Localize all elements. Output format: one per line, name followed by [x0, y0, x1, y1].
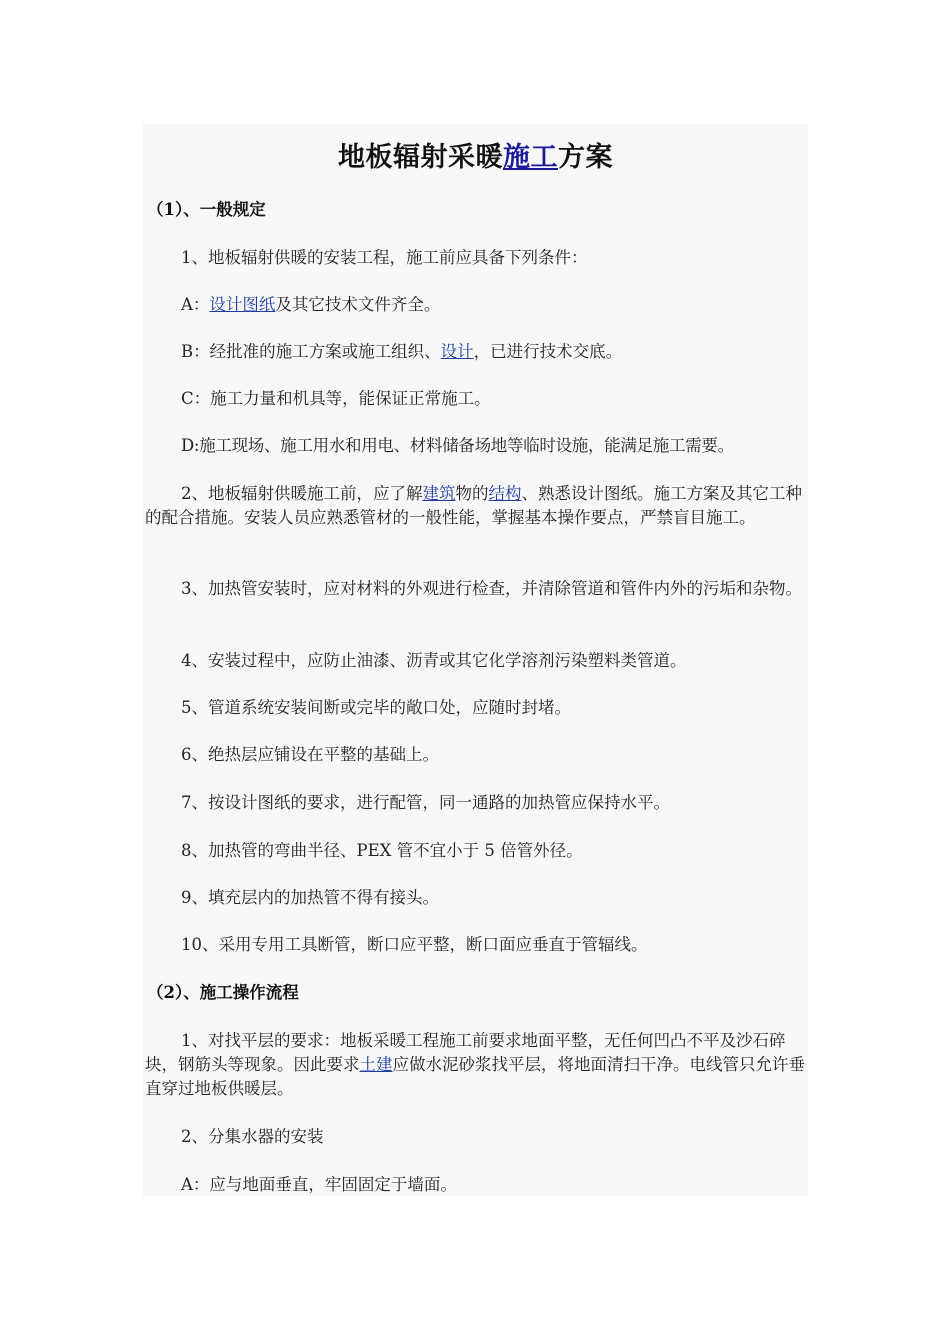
paragraph-procedure-1: 1、对找平层的要求：地板采暖工程施工前要求地面平整，无任何凹凸不平及沙石碎块，钢筋头等现象。因此要求土建应做水泥砂浆找平层，将地面清扫干净。电线管只允许垂直穿过地板供暖层。 [145, 1031, 805, 1098]
paragraph-procedure-2: 2、分集水器的安装 [181, 1127, 324, 1146]
link-building[interactable]: 建筑 [422, 484, 456, 503]
paragraph-2: 2、地板辐射供暖施工前，应了解建筑物的结构、熟悉设计图纸。施工方案及其它工种的配合措施。安装人员应熟悉管材的一般性能，掌握基本操作要点，严禁盲目施工。 [145, 484, 802, 527]
title-link-construction[interactable]: 施工 [503, 142, 558, 173]
paragraph-1: 1、地板辐射供暖的安装工程，施工前应具备下列条件： [181, 248, 588, 267]
paragraph-b: B：经批准的施工方案或施工组织、设计，已进行技术交底。 [181, 342, 623, 361]
section-heading-general: （1）、一般规定 [147, 200, 266, 219]
paragraph-c: C：施工力量和机具等，能保证正常施工。 [181, 389, 491, 408]
link-design-drawings[interactable]: 设计图纸 [209, 295, 276, 314]
paragraph-d: D:施工现场、施工用水和用电、材料储备场地等临时设施，能满足施工需要。 [181, 436, 734, 455]
paragraph-procedure-a: A：应与地面垂直，牢固固定于墙面。 [181, 1175, 457, 1194]
link-design[interactable]: 设计 [440, 342, 474, 361]
section-heading-procedure: （2）、施工操作流程 [147, 983, 299, 1002]
document-panel [143, 124, 808, 1196]
paragraph-4: 4、安装过程中，应防止油漆、沥青或其它化学溶剂污染塑料类管道。 [181, 651, 687, 670]
paragraph-a: A：设计图纸及其它技术文件齐全。 [181, 295, 441, 314]
paragraph-6: 6、绝热层应铺设在平整的基础上。 [181, 745, 439, 764]
document-title: 地板辐射采暖施工方案 [338, 142, 613, 173]
paragraph-3: 3、加热管安装时，应对材料的外观进行检查，并清除管道和管件内外的污垢和杂物。 [181, 579, 802, 598]
link-civil-works[interactable]: 土建 [359, 1055, 393, 1074]
paragraph-10: 10、采用专用工具断管，断口应平整，断口面应垂直于管辐线。 [181, 935, 648, 954]
paragraph-8: 8、加热管的弯曲半径、PEX 管不宜小于 5 倍管外径。 [181, 841, 583, 860]
link-structure[interactable]: 结构 [488, 484, 522, 503]
paragraph-7: 7、按设计图纸的要求，进行配管，同一通路的加热管应保持水平。 [181, 793, 670, 812]
paragraph-5: 5、管道系统安装间断或完毕的敞口处，应随时封堵。 [181, 698, 571, 717]
paragraph-9: 9、填充层内的加热管不得有接头。 [181, 888, 439, 907]
